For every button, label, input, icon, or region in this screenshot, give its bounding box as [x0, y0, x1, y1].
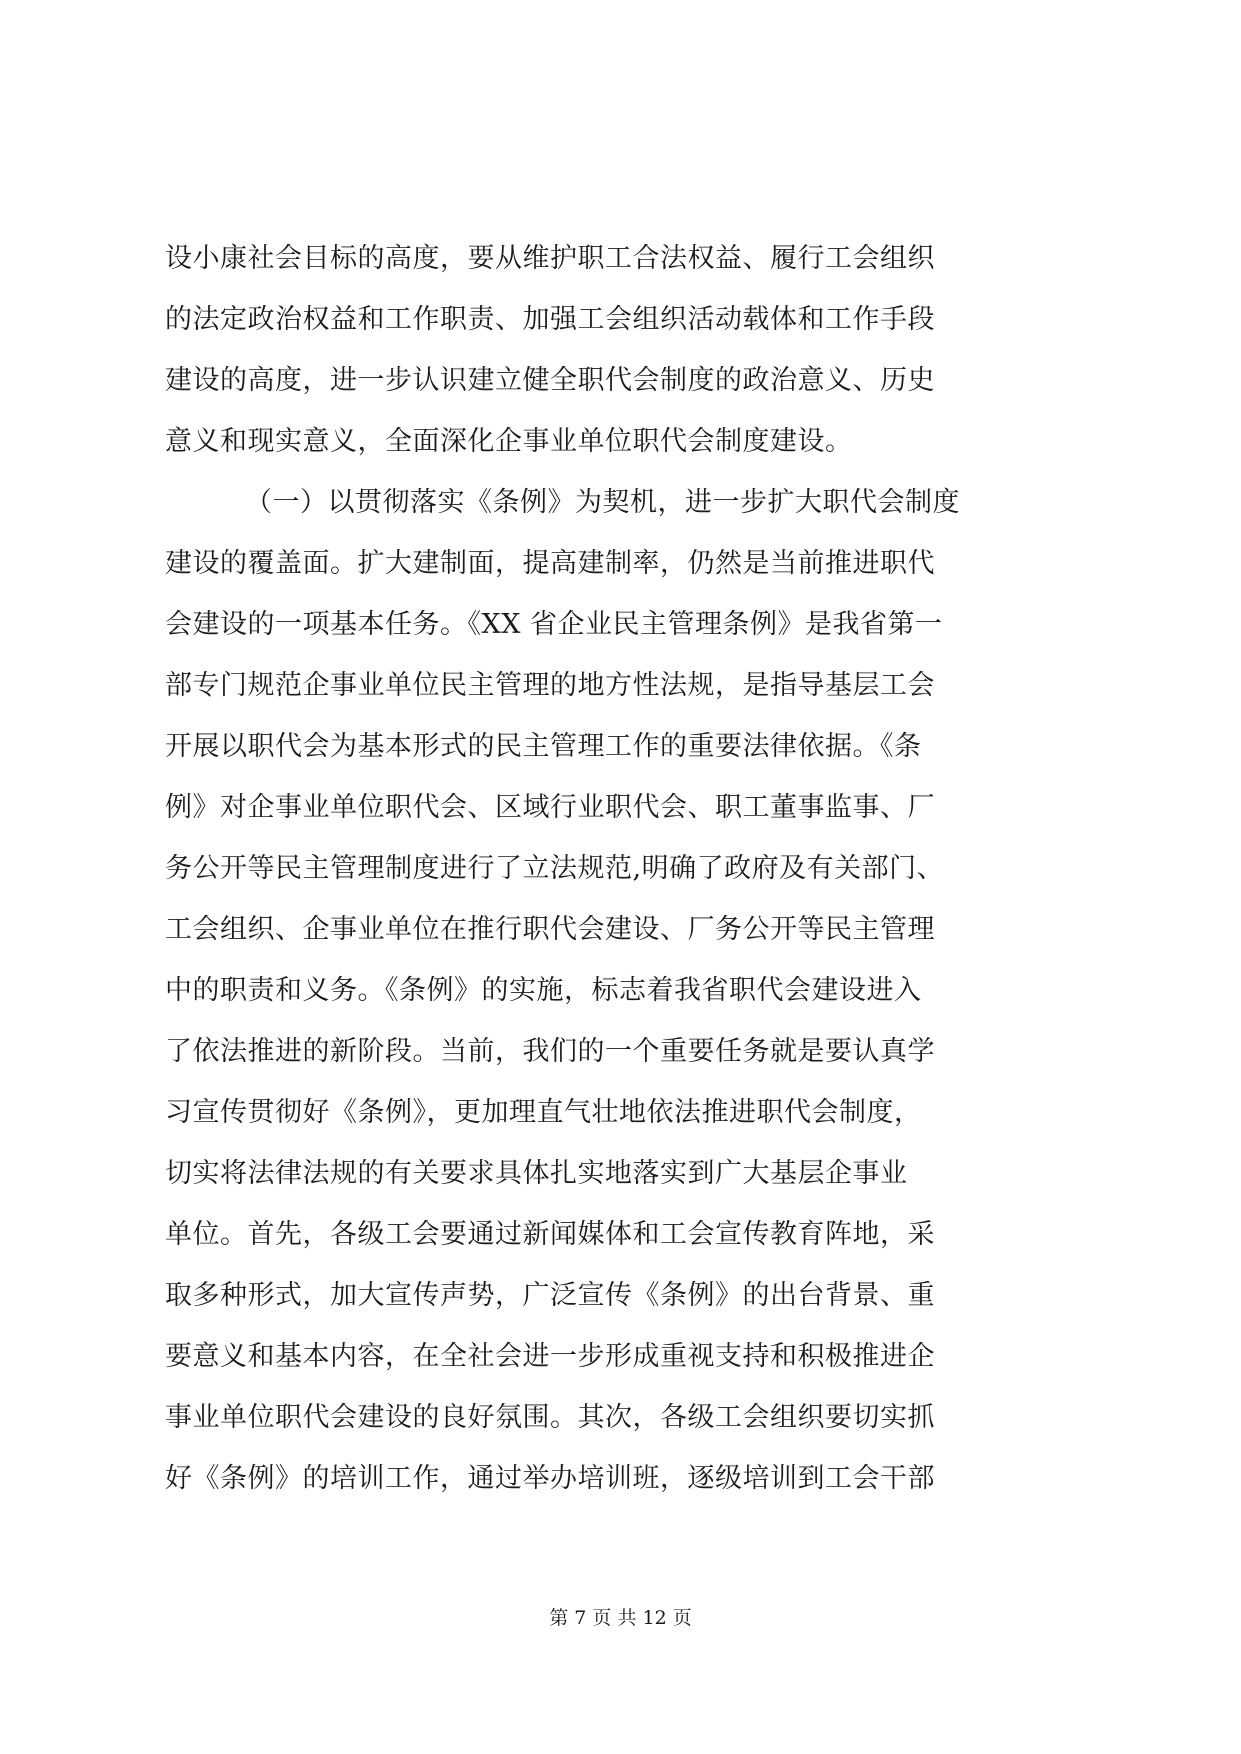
text-line: 事业单位职代会建设的良好氛围。其次，各级工会组织要切实抓 [165, 1402, 935, 1433]
text-line: 务公开等民主管理制度进行了立法规范,明确了政府及有关部门、 [165, 853, 945, 884]
text-line: 设小康社会目标的高度，要从维护职工合法权益、履行工会组织 [165, 243, 935, 274]
text-line: 中的职责和义务。《条例》的实施，标志着我省职代会建设进入 [165, 975, 922, 1006]
text-line: 意义和现实意义，全面深化企事业单位职代会制度建设。 [165, 426, 853, 457]
text-line: 切实将法律法规的有关要求具体扎实地落实到广大基层企事业 [165, 1158, 908, 1189]
text-line: 取多种形式，加大宣传声势，广泛宣传《条例》的出台背景、重 [165, 1280, 935, 1311]
text-line: 开展以职代会为基本形式的民主管理工作的重要法律依据。《条 [165, 731, 922, 762]
text-line: 工会组织、企事业单位在推行职代会建设、厂务公开等民主管理 [165, 914, 935, 945]
text-line: 建设的高度，进一步认识建立健全职代会制度的政治意义、历史 [165, 365, 935, 396]
text-line: 例》对企事业单位职代会、区域行业职代会、职工董事监事、厂 [165, 792, 935, 823]
section-heading-line: （一）以贯彻落实《条例》为契机，进一步扩大职代会制度 [245, 487, 960, 518]
text-line: 好《条例》的培训工作，通过举办培训班，逐级培训到工会干部 [165, 1463, 935, 1494]
text-line: 会建设的一项基本任务。《XX 省企业民主管理条例》是我省第一 [165, 609, 943, 640]
text-line: 要意义和基本内容，在全社会进一步形成重视支持和积极推进企 [165, 1341, 935, 1372]
text-line: 建设的覆盖面。扩大建制面，提高建制率，仍然是当前推进职代 [165, 548, 935, 579]
text-line: 的法定政治权益和工作职责、加强工会组织活动载体和工作手段 [165, 304, 935, 335]
text-line: 单位。首先，各级工会要通过新闻媒体和工会宣传教育阵地，采 [165, 1219, 935, 1250]
page-number-footer: 第 7 页 共 12 页 [549, 1607, 692, 1629]
text-line: 习宣传贯彻好《条例》，更加理直气壮地依法推进职代会制度， [165, 1097, 922, 1128]
text-line: 了依法推进的新阶段。当前，我们的一个重要任务就是要认真学 [165, 1036, 935, 1067]
body-text [165, 228, 1080, 1509]
text-line: 部专门规范企事业单位民主管理的地方性法规，是指导基层工会 [165, 670, 935, 701]
